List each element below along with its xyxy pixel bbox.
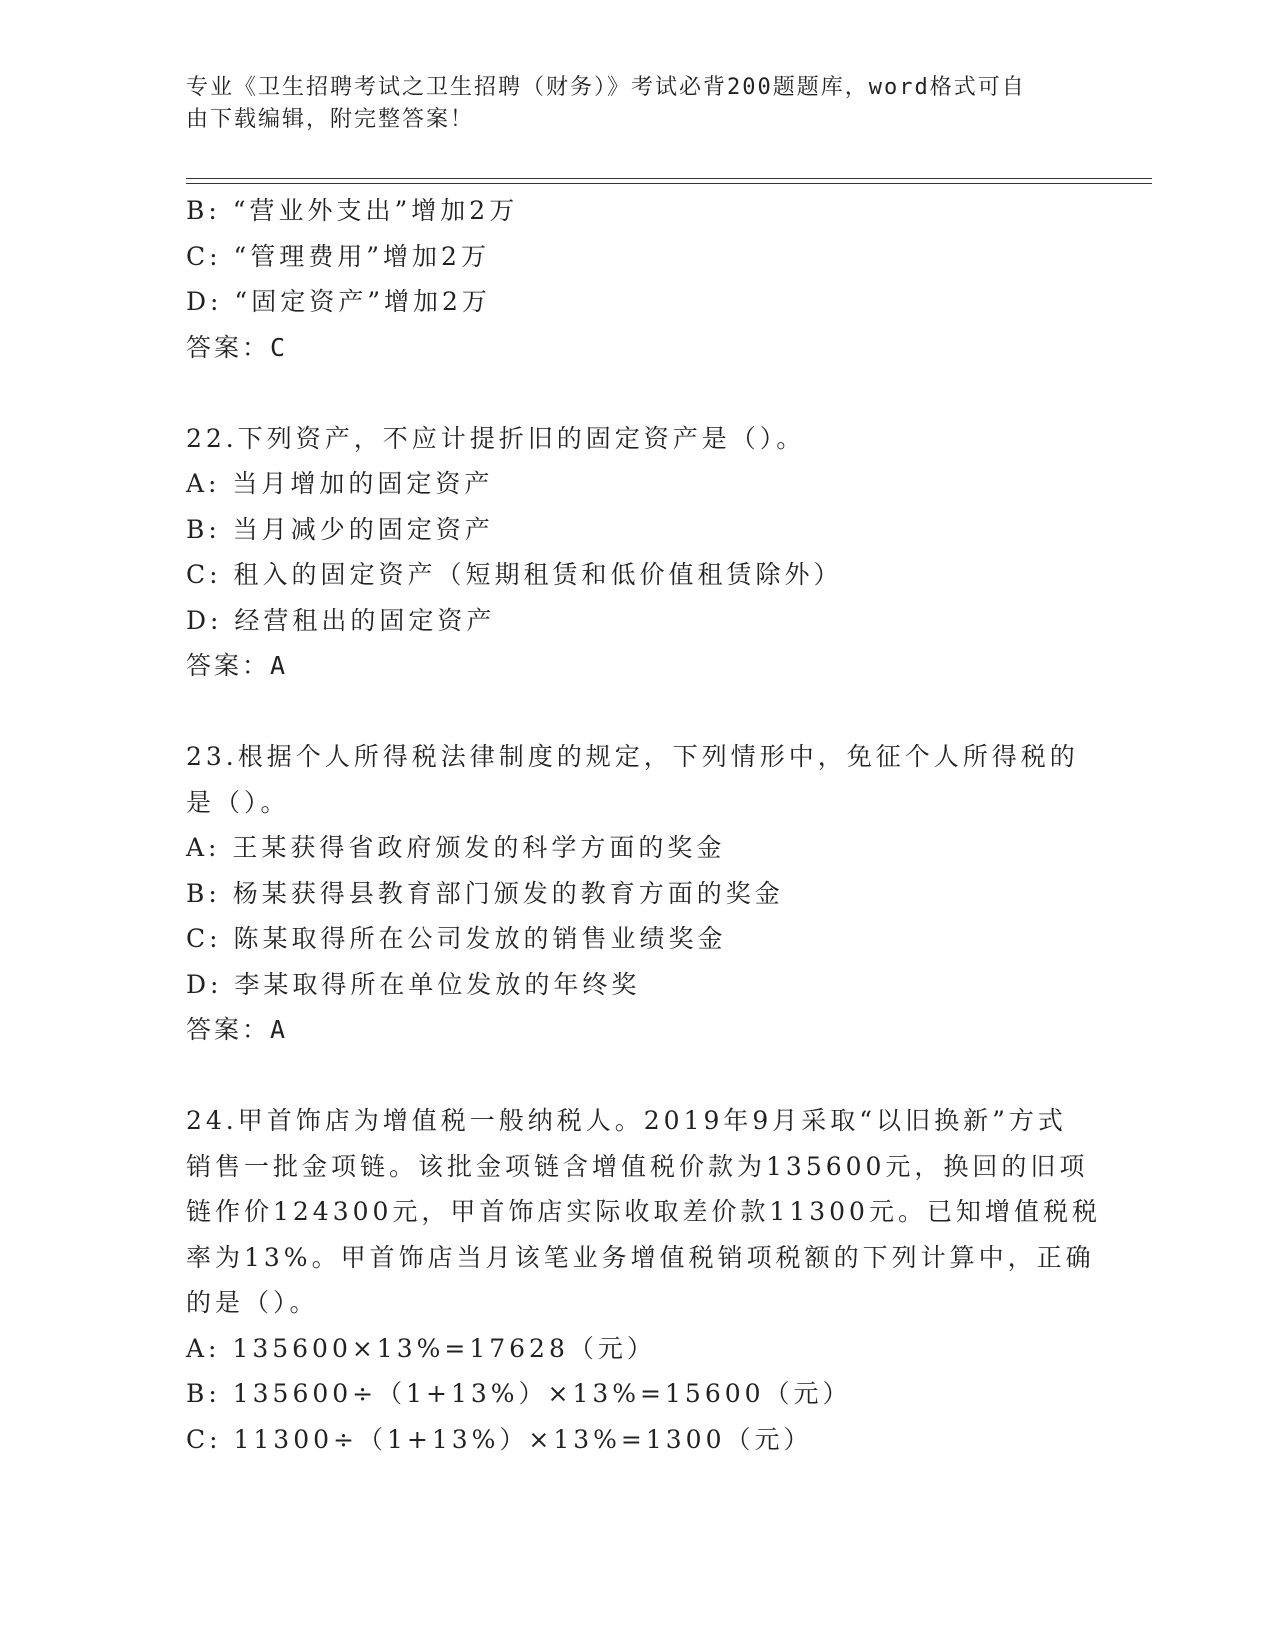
option-c: C: 11300÷（1+13%）×13%=1300（元） xyxy=(186,1424,813,1454)
question-list xyxy=(186,188,1101,1462)
question-21 xyxy=(186,188,1086,370)
question-stem-line-4: 率为13%。甲首饰店当月该笔业务增值税销项税额的下列计算中，正确 xyxy=(186,1242,1095,1272)
question-23 xyxy=(186,734,1086,1053)
question-stem-line-1: 23.根据个人所得税法律制度的规定，下列情形中，免征个人所得税的 xyxy=(186,742,1079,771)
question-22 xyxy=(186,416,1086,689)
answer: 答案：C xyxy=(186,332,289,362)
header-divider-bottom xyxy=(186,183,1152,184)
option-a: A: 王某获得省政府颁发的科学方面的奖金 xyxy=(186,833,726,862)
header-line-1: 专业《卫生招聘考试之卫生招聘（财务）》考试必背200题题库，word格式可自 xyxy=(186,75,1026,100)
option-b: B: “营业外支出”增加2万 xyxy=(186,196,519,225)
question-stem-line-2: 是（）。 xyxy=(186,787,290,817)
option-d: D: 李某取得所在单位发放的年终奖 xyxy=(186,969,641,999)
spacer xyxy=(186,689,1086,735)
option-d: D: 经营租出的固定资产 xyxy=(186,605,496,635)
option-b: B: 杨某获得县教育部门颁发的教育方面的奖金 xyxy=(186,878,784,908)
header-divider-top xyxy=(186,178,1152,179)
option-a: A: 135600×13%=17628（元） xyxy=(186,1333,656,1363)
question-stem-line-2: 销售一批金项链。该批金项链含增值税价款为135600元，换回的旧项 xyxy=(186,1151,1089,1181)
option-c: C: 租入的固定资产（短期租赁和低价值租赁除外） xyxy=(186,560,843,589)
answer: 答案：A xyxy=(186,1015,289,1044)
question-24 xyxy=(186,1098,1101,1462)
option-b: B: 当月减少的固定资产 xyxy=(186,514,494,544)
spacer xyxy=(186,1053,1086,1099)
document-header xyxy=(186,72,1066,136)
option-b: B: 135600÷（1+13%）×13%=15600（元） xyxy=(186,1379,852,1408)
question-stem-line-3: 链作价124300元，甲首饰店实际收取差价款11300元。已知增值税税 xyxy=(186,1197,1101,1226)
option-c: C: “管理费用”增加2万 xyxy=(186,241,490,271)
option-d: D: “固定资产”增加2万 xyxy=(186,287,491,316)
question-stem-line-5: 的是（）。 xyxy=(186,1288,319,1317)
question-stem-line-1: 24.甲首饰店为增值税一般纳税人。2019年9月采取“以旧换新”方式 xyxy=(186,1106,1067,1135)
header-line-2: 由下载编辑，附完整答案！ xyxy=(186,107,475,132)
spacer xyxy=(186,370,1086,416)
question-stem: 22.下列资产，不应计提折旧的固定资产是（）。 xyxy=(186,423,806,453)
answer: 答案：A xyxy=(186,651,289,680)
option-a: A: 当月增加的固定资产 xyxy=(186,469,494,498)
option-c: C: 陈某取得所在公司发放的销售业绩奖金 xyxy=(186,924,727,953)
